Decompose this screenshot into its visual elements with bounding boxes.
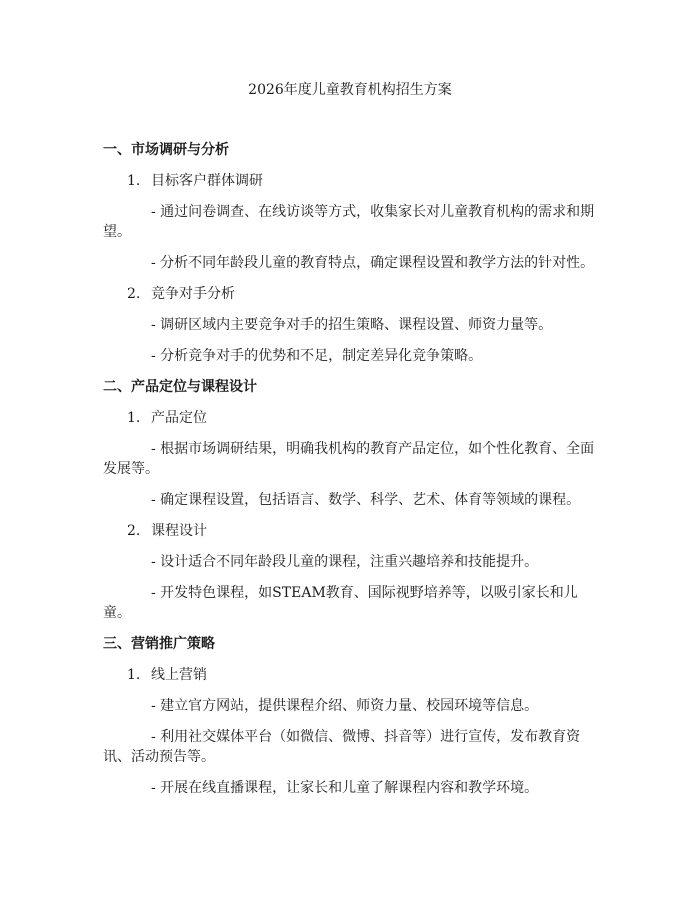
bullet-paragraph: - 开发特色课程，如STEAM教育、国际视野培养等，以吸引家长和儿童。	[103, 585, 578, 621]
bullet-paragraph: - 确定课程设置，包括语言、数学、科学、艺术、体育等领域的课程。	[151, 492, 581, 508]
subsection-heading	[103, 521, 600, 541]
bullet-paragraph: - 调研区域内主要竞争对手的招生策略、课程设置、师资力量等。	[151, 317, 553, 333]
subsection-heading	[103, 284, 600, 304]
subsection-label: 课程设计	[151, 523, 207, 539]
bullet-paragraph: - 设计适合不同年龄段儿童的课程，注重兴趣培养和技能提升。	[151, 554, 539, 570]
bullet-paragraph: - 利用社交媒体平台（如微信、微博、抖音等）进行宣传，发布教育资讯、活动预告等。	[103, 729, 581, 765]
section-marketing-strategy	[103, 634, 600, 798]
bullet-paragraph: - 根据市场调研结果，明确我机构的教育产品定位，如个性化教育、全面发展等。	[103, 441, 595, 477]
subsection-label: 目标客户群体调研	[151, 173, 263, 189]
subsection-label: 竞争对手分析	[151, 286, 235, 302]
bullet-paragraph: - 通过问卷调查、在线访谈等方式，收集家长对儿童教育机构的需求和期望。	[103, 204, 595, 240]
subsection-number: 1.	[127, 667, 141, 683]
section-product-positioning	[103, 377, 600, 623]
subsection-heading	[103, 408, 600, 428]
subsection-label: 产品定位	[151, 410, 207, 426]
section-market-research	[103, 140, 600, 366]
subsection-number: 2.	[127, 286, 141, 302]
subsection-number: 1.	[127, 410, 141, 426]
document-body	[103, 140, 600, 809]
subsection-label: 线上营销	[151, 667, 207, 683]
subsection-heading	[103, 665, 600, 685]
subsection-number: 2.	[127, 523, 141, 539]
section-heading: 二、产品定位与课程设计	[103, 379, 257, 395]
bullet-paragraph: - 分析不同年龄段儿童的教育特点，确定课程设置和教学方法的针对性。	[151, 255, 595, 271]
document-title: 2026年度儿童教育机构招生方案	[248, 82, 452, 98]
section-heading: 三、营销推广策略	[103, 636, 215, 652]
section-heading: 一、市场调研与分析	[103, 142, 229, 158]
bullet-paragraph: - 建立官方网站，提供课程介绍、师资力量、校园环境等信息。	[151, 698, 539, 714]
bullet-paragraph: - 分析竞争对手的优势和不足，制定差异化竞争策略。	[151, 348, 483, 364]
subsection-number: 1.	[127, 173, 141, 189]
bullet-paragraph: - 开展在线直播课程，让家长和儿童了解课程内容和教学环境。	[151, 780, 539, 796]
subsection-heading	[103, 171, 600, 191]
